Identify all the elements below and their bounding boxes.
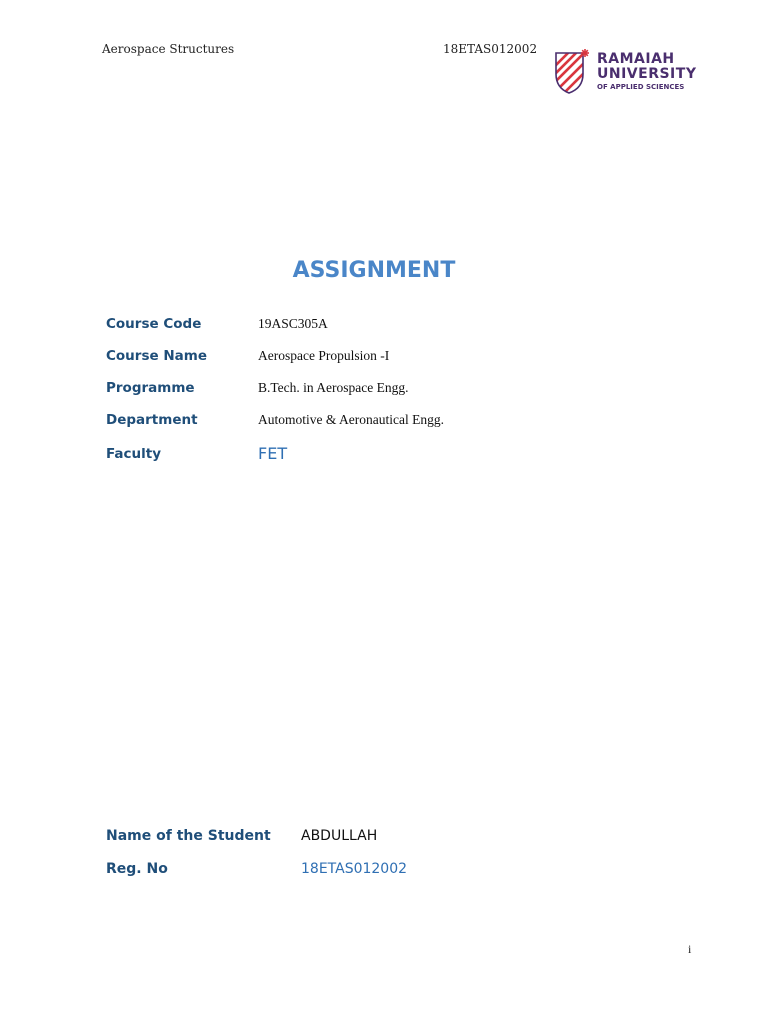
header-course-title: Aerospace Structures (102, 42, 235, 56)
header-reg-number: 18ETAS012002 (443, 42, 538, 56)
reg-no-value: 18ETAS012002 (301, 861, 408, 877)
university-logo (553, 48, 713, 98)
programme-value: B.Tech. in Aerospace Engg. (258, 380, 409, 395)
department-value: Automotive & Aeronautical Engg. (258, 412, 444, 427)
programme-label: Programme (106, 380, 195, 396)
logo-text-ramaiah: RAMAIAH (597, 51, 675, 67)
logo-text-subtitle: OF APPLIED SCIENCES (597, 83, 685, 91)
page-title: ASSIGNMENT (292, 258, 456, 283)
department-label: Department (106, 412, 198, 428)
student-name-value: ABDULLAH (301, 828, 378, 844)
ramaiah-emblem-icon (553, 48, 591, 94)
course-name-label: Course Name (106, 348, 207, 364)
logo-text-university: UNIVERSITY (597, 66, 697, 82)
course-code-label: Course Code (106, 316, 202, 332)
faculty-value: FET (258, 444, 288, 463)
faculty-label: Faculty (106, 446, 162, 462)
page-number: i (688, 942, 692, 956)
course-name-value: Aerospace Propulsion -I (258, 348, 390, 363)
student-name-label: Name of the Student (106, 828, 271, 844)
reg-no-label: Reg. No (106, 861, 168, 877)
course-code-value: 19ASC305A (258, 316, 328, 331)
